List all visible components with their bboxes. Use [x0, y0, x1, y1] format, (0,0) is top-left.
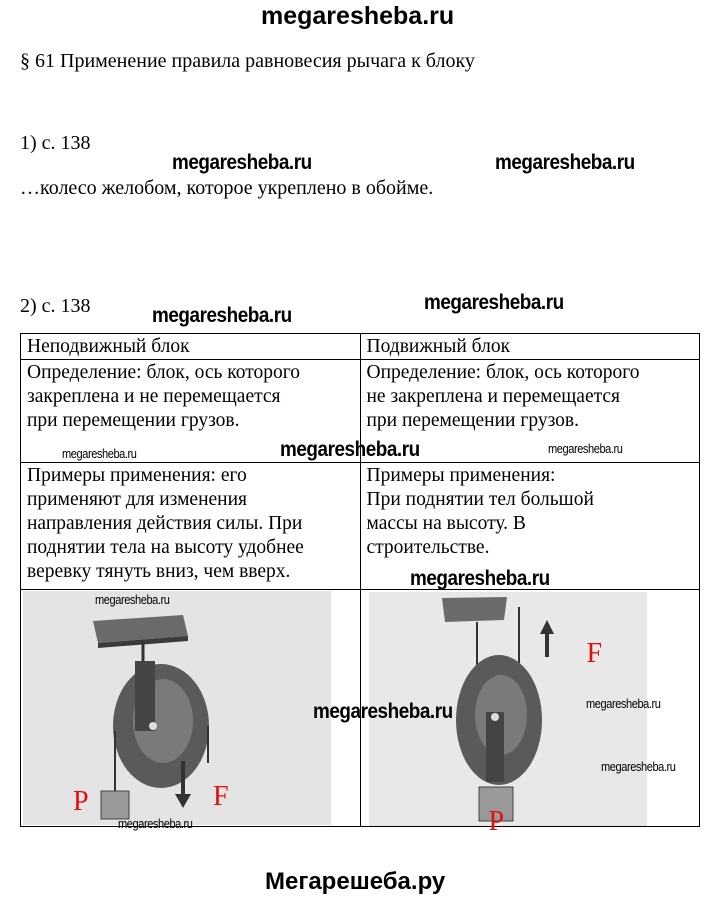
- watermark: megaresheba.ru: [495, 151, 635, 174]
- examples-row: [21, 463, 700, 590]
- text-line: при перемещении грузов.: [366, 410, 580, 431]
- text-line: При поднятии тел большой: [366, 489, 594, 510]
- text-line: Примеры применения:: [366, 465, 556, 486]
- text-line: строительстве.: [366, 537, 490, 558]
- text-line: поднятии тела на высоту удобнее: [27, 537, 304, 558]
- header-fixed-block: Неподвижный блок: [21, 334, 361, 360]
- watermark: megaresheba.ru: [410, 567, 550, 590]
- fixed-pulley-illustration: [23, 591, 331, 825]
- watermark: megaresheba.ru: [152, 304, 292, 327]
- watermark: megaresheba.ru: [95, 592, 170, 607]
- text-line: не закреплена и перемещается: [366, 386, 620, 407]
- watermark: megaresheba.ru: [118, 816, 193, 831]
- text-line: веревку тянуть вниз, чем вверх.: [27, 561, 291, 582]
- watermark: megaresheba.ru: [172, 151, 312, 174]
- site-header: megaresheba.ru: [261, 2, 455, 30]
- examples-fixed: [21, 463, 361, 590]
- load-label-p: P: [73, 786, 89, 817]
- text-line: направления действия силы. При: [27, 513, 303, 534]
- text-line: массы на высоту. В: [366, 513, 526, 534]
- text-line: Определение: блок, ось которого: [27, 362, 300, 383]
- text-line: закреплена и не перемещается: [27, 386, 281, 407]
- site-footer: Мегарешеба.ру: [265, 868, 446, 895]
- watermark: megaresheba.ru: [62, 446, 137, 461]
- fixed-pulley-figure: [21, 590, 361, 827]
- question-1-answer: …колесо желобом, которое укреплено в обойме.: [20, 177, 434, 199]
- watermark: megaresheba.ru: [548, 441, 623, 456]
- force-label-f: F: [586, 638, 603, 669]
- header-movable-block: Подвижный блок: [360, 334, 700, 360]
- watermark: megaresheba.ru: [424, 291, 564, 314]
- watermark: megaresheba.ru: [313, 700, 453, 723]
- watermark: megaresheba.ru: [280, 438, 420, 461]
- table-header-row: [21, 334, 700, 360]
- section-title: § 61 Применение правила равновесия рычага к блоку: [20, 50, 475, 72]
- blocks-table: [20, 333, 700, 837]
- watermark: megaresheba.ru: [586, 696, 661, 711]
- text-line: Примеры применения: его: [27, 465, 247, 486]
- text-line: при перемещении грузов.: [27, 410, 240, 431]
- text-line: применяют для изменения: [27, 489, 248, 510]
- load-label-p: P: [488, 806, 505, 837]
- watermark: megaresheba.ru: [601, 759, 676, 774]
- text-line: Определение: блок, ось которого: [366, 362, 640, 383]
- question-2-label: 2) с. 138: [20, 295, 91, 317]
- question-1-label: 1) с. 138: [20, 132, 91, 154]
- force-label-f: F: [213, 781, 229, 812]
